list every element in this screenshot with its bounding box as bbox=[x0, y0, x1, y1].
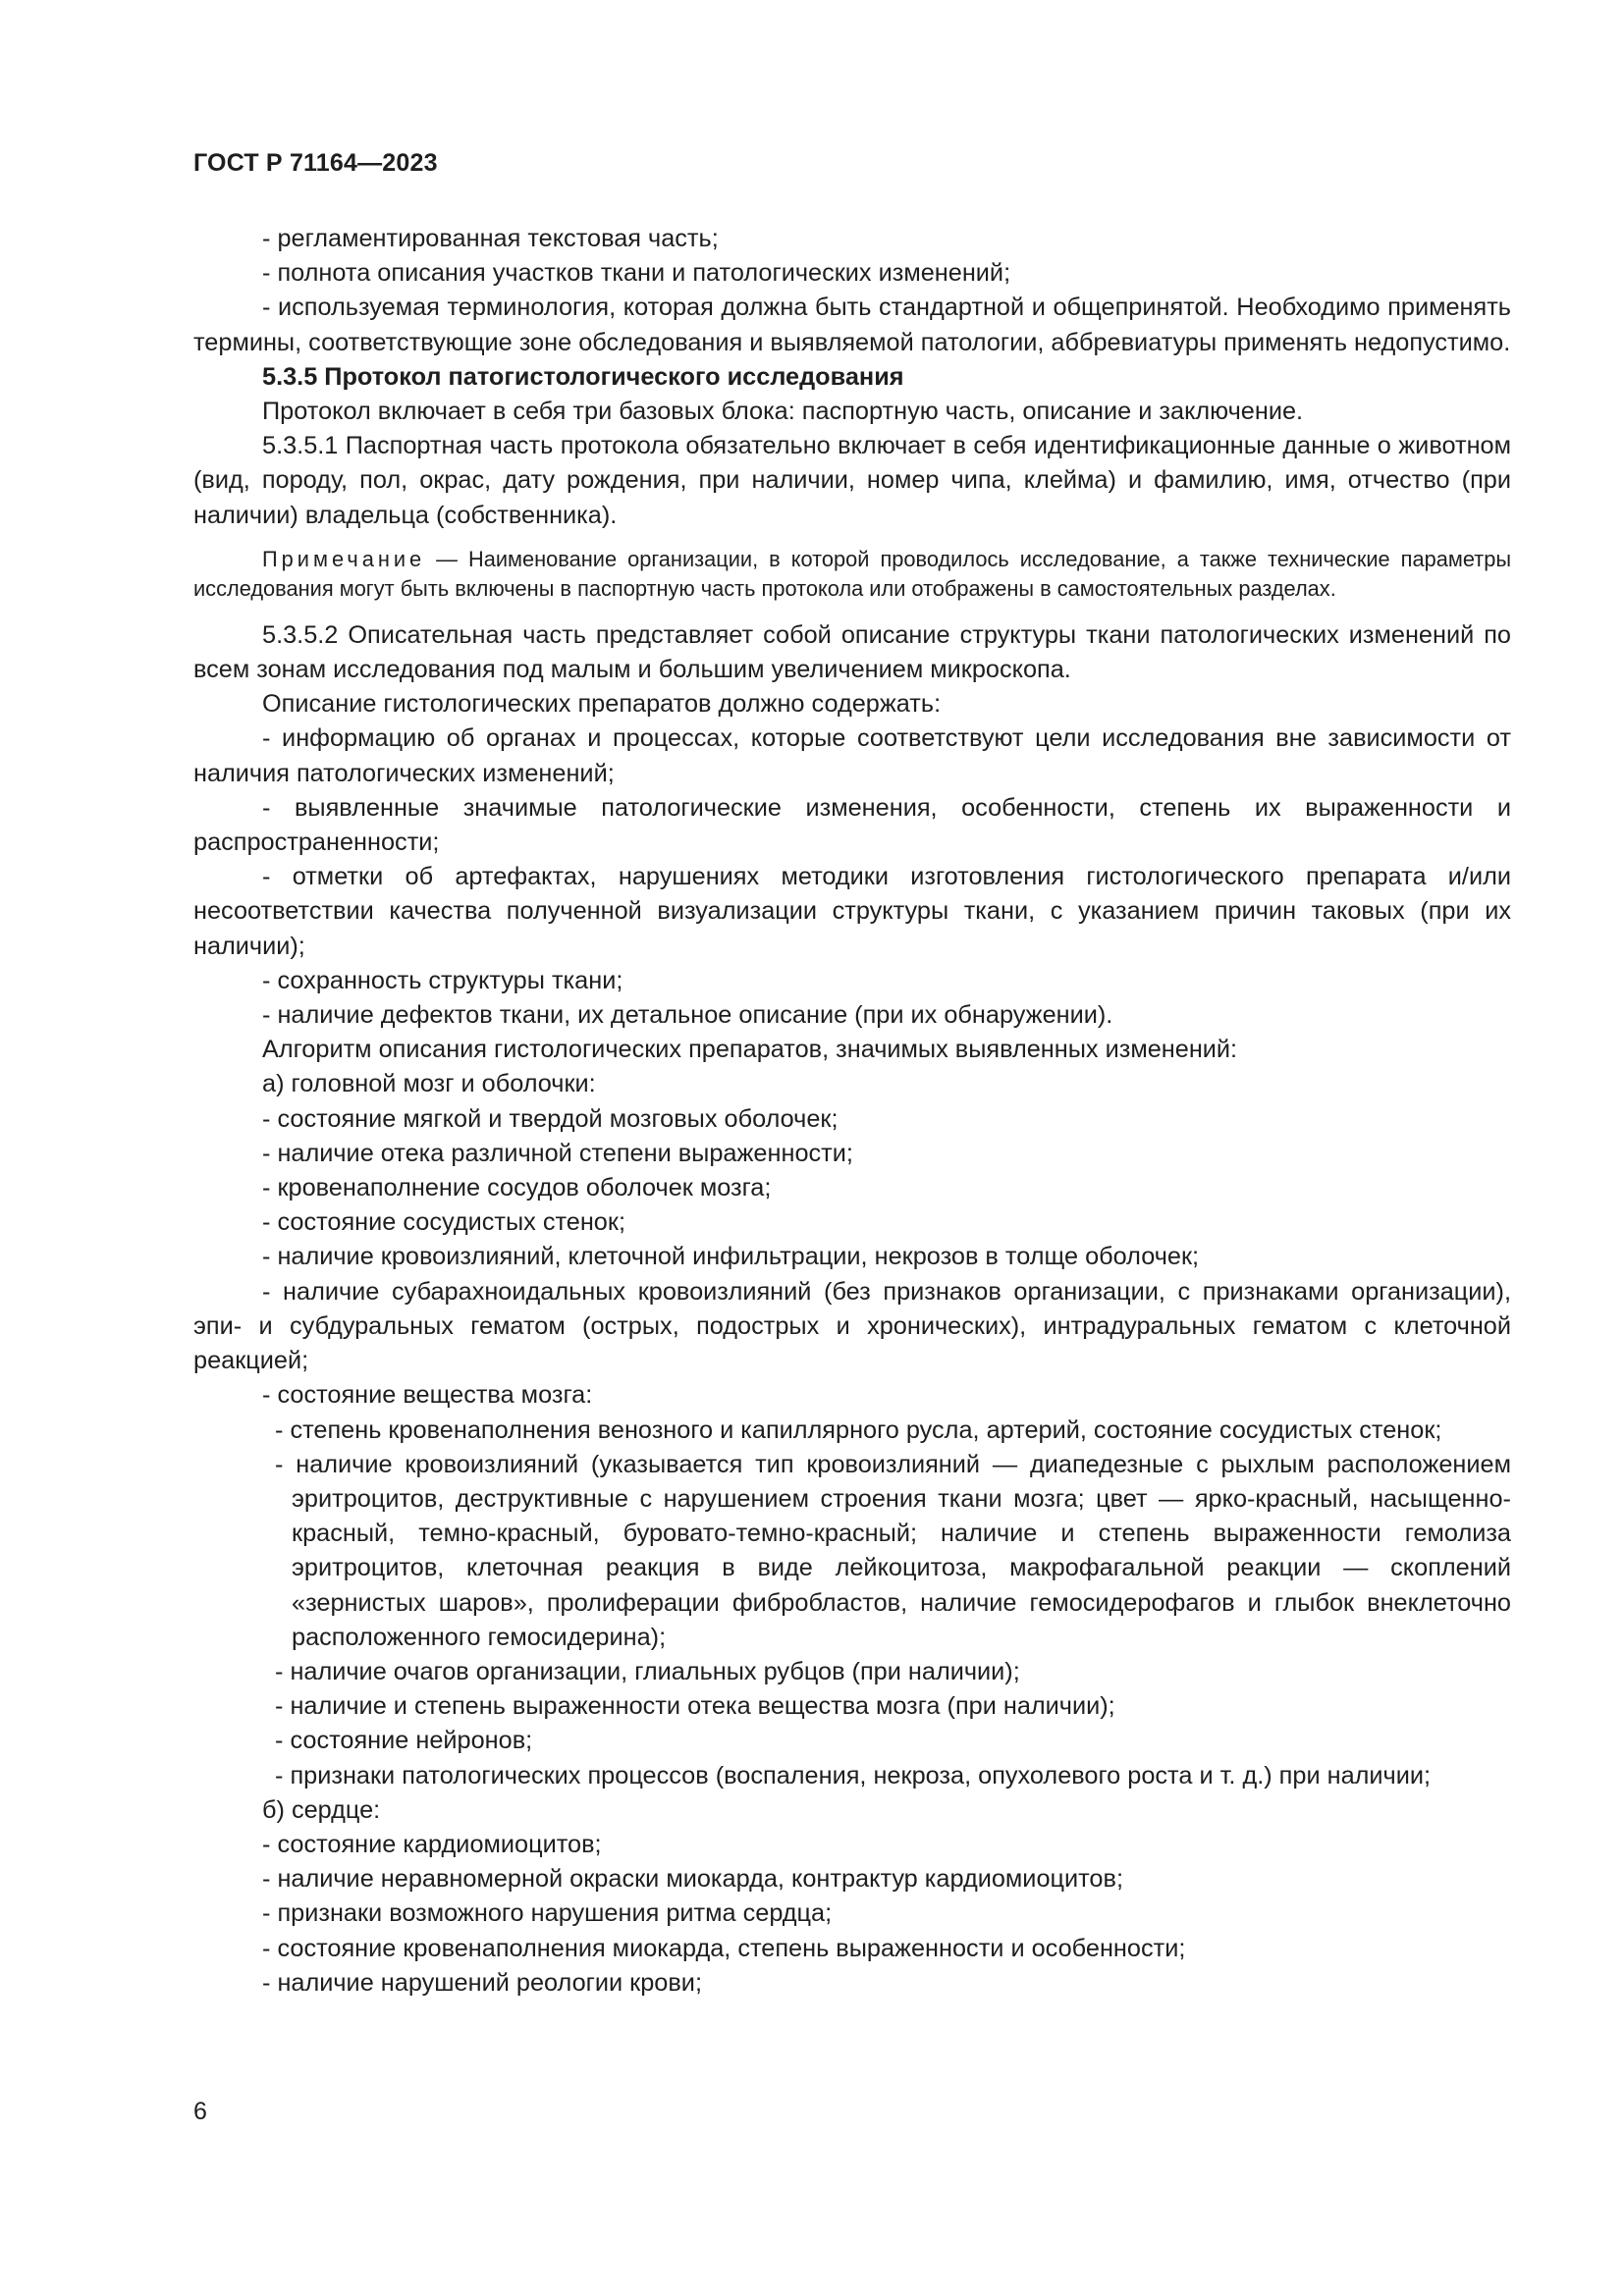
note bbox=[193, 545, 1511, 605]
list-item: - полнота описания участков ткани и патологических изменений; bbox=[262, 259, 1011, 288]
list-item: - сохранность структуры ткани; bbox=[262, 966, 623, 994]
section-heading: 5.3.5 Протокол патогистологического исследования bbox=[262, 362, 904, 391]
note-text: — Наименование организации, в которой проводилось исследование, а также технические параметры исследования могут быть включены в паспортную часть протокола или отображены в самостоятельных разделах. bbox=[193, 546, 1511, 602]
list-item: - наличие нарушений реологии крови; bbox=[262, 1968, 702, 1997]
list-item: - состояние кровенаполнения миокарда, степень выраженности и особенности; bbox=[262, 1934, 1186, 1962]
list-item: - состояние мягкой и твердой мозговых оболочек; bbox=[262, 1104, 839, 1133]
list-heading: б) сердце: bbox=[262, 1795, 381, 1824]
paragraph: Алгоритм описания гистологических препаратов, значимых выявленных изменений: bbox=[262, 1036, 1238, 1064]
sub-list-item: - состояние нейронов; bbox=[275, 1727, 533, 1755]
list-item: - состояние сосудистых стенок; bbox=[262, 1208, 625, 1237]
list-item: - наличие субарахноидальных кровоизлияний (без признаков организации, с признаками организации), эпи- и субдуральных гематом (острых, подострых и хронических), интрадуральных гематом с клеточной реакцией; bbox=[193, 1277, 1511, 1375]
list-item: - информацию об органах и процессах, которые соответствуют цели исследования вне зависимости от наличия патологических изменений; bbox=[193, 724, 1511, 787]
sub-list-item: - признаки патологических процессов (воспаления, некроза, опухолевого роста и т. д.) при наличии; bbox=[275, 1761, 1432, 1789]
list-item: - наличие кровоизлияний, клеточной инфильтрации, некрозов в толще оболочек; bbox=[262, 1243, 1200, 1271]
list-heading: а) головной мозг и оболочки: bbox=[262, 1070, 596, 1098]
list-item: - используемая терминология, которая должна быть стандартной и общепринятой. Необходимо применять термины, соответствующие зоне обследования и выявляемой патологии, аббревиатуры применять недопустимо. bbox=[193, 294, 1511, 356]
sub-list-item: - наличие и степень выраженности отека вещества мозга (при наличии); bbox=[275, 1692, 1115, 1721]
paragraph: 5.3.5.2 Описательная часть представляет собой описание структуры ткани патологических изменений по всем зонам исследования под малым и большим увеличением микроскопа. bbox=[193, 620, 1511, 684]
sub-list-item: - наличие очагов организации, глиальных рубцов (при наличии); bbox=[275, 1657, 1020, 1685]
sub-list-item: - степень кровенаполнения венозного и капиллярного русла, артерий, состояние сосудистых стенок; bbox=[275, 1415, 1442, 1444]
list-item: - регламентированная текстовая часть; bbox=[262, 225, 719, 252]
list-item: - наличие дефектов ткани, их детальное описание (при их обнаружении). bbox=[262, 1001, 1113, 1030]
list-item: - отметки об артефактах, нарушениях методики изготовления гистологического препарата и/или несоответствии качества полученной визуализации структуры ткани, с указанием причин таковых (при их наличии); bbox=[193, 863, 1511, 960]
list-item: - наличие отека различной степени выраженности; bbox=[262, 1139, 853, 1167]
list-item: - признаки возможного нарушения ритма сердца; bbox=[262, 1899, 833, 1928]
list-item: - кровенаполнение сосудов оболочек мозга; bbox=[262, 1174, 772, 1202]
paragraph: 5.3.5.1 Паспортная часть протокола обязательно включает в себя идентификационные данные о животном (вид, породу, пол, окрас, дату рождения, при наличии, номер чипа, клейма) и фамилию, имя, отчество (при наличии) владельца (собственника). bbox=[193, 432, 1511, 529]
list-item: - состояние кардиомиоцитов; bbox=[262, 1830, 602, 1858]
list-item: - состояние вещества мозга: bbox=[262, 1381, 593, 1410]
document-body bbox=[193, 222, 1511, 2001]
note-label: Примечание bbox=[262, 546, 426, 571]
sub-list-item: - наличие кровоизлияний (указывается тип кровоизлияний — диапедезные с рыхлым расположением эритроцитов, деструктивные с нарушением строения ткани мозга; цвет — ярко-красный, насыщенно-красный, темно-красный, буровато-темно-красный; наличие и степень выраженности гемолиза эритроцитов, клеточная реакция в виде лейкоцитоза, макрофагальной реакции — скоплений «зернистых шаров», пролиферации фибробластов, наличие гемосидерофагов и глыбок внеклеточно расположенного гемосидерина); bbox=[275, 1450, 1511, 1651]
paragraph: Протокол включает в себя три базовых блока: паспортную часть, описание и заключение. bbox=[262, 398, 1304, 426]
document-header: ГОСТ Р 71164—2023 bbox=[193, 149, 438, 177]
list-item: - выявленные значимые патологические изменения, особенности, степень их выраженности и распространенности; bbox=[193, 793, 1511, 857]
paragraph: Описание гистологических препаратов должно содержать: bbox=[262, 690, 942, 719]
list-item: - наличие неравномерной окраски миокарда, контрактур кардиомиоцитов; bbox=[262, 1865, 1123, 1894]
page-number: 6 bbox=[193, 2098, 207, 2125]
